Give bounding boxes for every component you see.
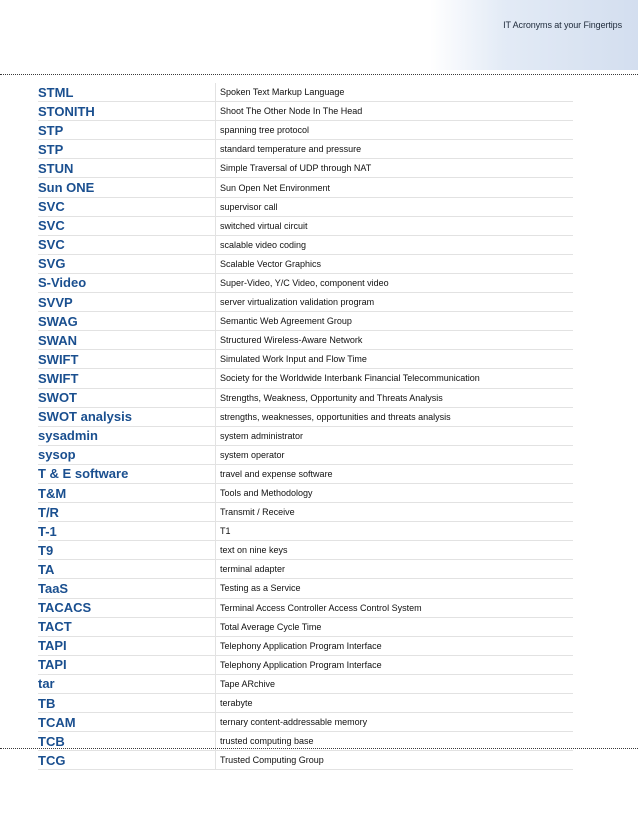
acronym-definition: server virtualization validation program bbox=[215, 293, 573, 311]
table-row bbox=[38, 522, 573, 541]
acronym-definition: text on nine keys bbox=[215, 541, 573, 559]
acronym-term: SVVP bbox=[38, 294, 73, 310]
bottom-dotted-rule bbox=[0, 748, 638, 749]
acronym-term: STP bbox=[38, 141, 64, 157]
table-row bbox=[38, 656, 573, 675]
acronym-term: STONITH bbox=[38, 103, 95, 119]
acronym-term: TAPI bbox=[38, 657, 67, 673]
acronym-term: TCG bbox=[38, 752, 66, 768]
page-header bbox=[430, 0, 638, 70]
acronym-definition: Society for the Worldwide Interbank Financial Telecommunication bbox=[215, 369, 573, 387]
table-row bbox=[38, 178, 573, 197]
acronym-term: SVC bbox=[38, 237, 65, 253]
acronym-definition: Sun Open Net Environment bbox=[215, 178, 573, 196]
acronym-definition: Semantic Web Agreement Group bbox=[215, 312, 573, 330]
acronym-definition: Total Average Cycle Time bbox=[215, 618, 573, 636]
table-row bbox=[38, 102, 573, 121]
table-row bbox=[38, 331, 573, 350]
table-row bbox=[38, 159, 573, 178]
acronym-term: TA bbox=[38, 561, 55, 577]
table-row bbox=[38, 255, 573, 274]
table-row bbox=[38, 675, 573, 694]
acronym-definition: travel and expense software bbox=[215, 465, 573, 483]
table-row bbox=[38, 599, 573, 618]
acronym-definition: Transmit / Receive bbox=[215, 503, 573, 521]
table-row bbox=[38, 389, 573, 408]
acronym-term: TACACS bbox=[38, 600, 92, 616]
table-row bbox=[38, 293, 573, 312]
acronym-term: STP bbox=[38, 122, 64, 138]
acronym-term: T-1 bbox=[38, 523, 57, 539]
acronym-term: tar bbox=[38, 676, 55, 692]
acronym-term: SWIFT bbox=[38, 370, 79, 386]
acronym-definition: terminal adapter bbox=[215, 560, 573, 578]
table-row bbox=[38, 579, 573, 598]
top-dotted-rule bbox=[0, 74, 638, 75]
acronym-definition: Terminal Access Controller Access Control System bbox=[215, 599, 573, 617]
acronym-term: SWOT analysis bbox=[38, 409, 132, 425]
acronym-definition: strengths, weaknesses, opportunities and threats analysis bbox=[215, 408, 573, 426]
table-row bbox=[38, 446, 573, 465]
acronym-term: TCB bbox=[38, 733, 65, 749]
table-row bbox=[38, 427, 573, 446]
acronym-definition: standard temperature and pressure bbox=[215, 140, 573, 158]
acronym-term: sysadmin bbox=[38, 428, 98, 444]
acronym-table bbox=[38, 83, 573, 770]
table-row bbox=[38, 121, 573, 140]
acronym-term: SWIFT bbox=[38, 351, 79, 367]
acronym-definition: spanning tree protocol bbox=[215, 121, 573, 139]
table-row bbox=[38, 217, 573, 236]
table-row bbox=[38, 637, 573, 656]
acronym-term: sysop bbox=[38, 447, 76, 463]
acronym-definition: Testing as a Service bbox=[215, 579, 573, 597]
acronym-definition: Simulated Work Input and Flow Time bbox=[215, 350, 573, 368]
acronym-term: T/R bbox=[38, 504, 59, 520]
acronym-definition: Structured Wireless-Aware Network bbox=[215, 331, 573, 349]
acronym-definition: switched virtual circuit bbox=[215, 217, 573, 235]
acronym-definition: Telephony Application Program Interface bbox=[215, 637, 573, 655]
table-row bbox=[38, 541, 573, 560]
acronym-term: SWAG bbox=[38, 313, 78, 329]
acronym-definition: scalable video coding bbox=[215, 236, 573, 254]
table-row bbox=[38, 503, 573, 522]
acronym-definition: Super-Video, Y/C Video, component video bbox=[215, 274, 573, 292]
acronym-definition: T1 bbox=[215, 522, 573, 540]
table-row bbox=[38, 694, 573, 713]
acronym-term: TCAM bbox=[38, 714, 76, 730]
acronym-term: T & E software bbox=[38, 466, 129, 482]
acronym-term: T&M bbox=[38, 485, 67, 501]
acronym-term: TaaS bbox=[38, 580, 69, 596]
table-row bbox=[38, 274, 573, 293]
acronym-term: SWOT bbox=[38, 390, 77, 406]
acronym-definition: Scalable Vector Graphics bbox=[215, 255, 573, 273]
acronym-term: TB bbox=[38, 695, 56, 711]
acronym-definition: supervisor call bbox=[215, 198, 573, 216]
acronym-term: SVC bbox=[38, 199, 65, 215]
table-row bbox=[38, 369, 573, 388]
acronym-definition: ternary content-addressable memory bbox=[215, 713, 573, 731]
table-row bbox=[38, 618, 573, 637]
table-row bbox=[38, 236, 573, 255]
acronym-term: STML bbox=[38, 84, 74, 100]
acronym-definition: Tools and Methodology bbox=[215, 484, 573, 502]
acronym-definition: Shoot The Other Node In The Head bbox=[215, 102, 573, 120]
table-row bbox=[38, 465, 573, 484]
acronym-term: TACT bbox=[38, 619, 72, 635]
acronym-definition: Telephony Application Program Interface bbox=[215, 656, 573, 674]
acronym-definition: Simple Traversal of UDP through NAT bbox=[215, 159, 573, 177]
table-row bbox=[38, 312, 573, 331]
acronym-term: SVC bbox=[38, 218, 65, 234]
acronym-term: STUN bbox=[38, 160, 74, 176]
table-row bbox=[38, 198, 573, 217]
table-row bbox=[38, 350, 573, 369]
acronym-term: SVG bbox=[38, 256, 66, 272]
table-row bbox=[38, 83, 573, 102]
table-row bbox=[38, 140, 573, 159]
acronym-definition: Spoken Text Markup Language bbox=[215, 83, 573, 101]
table-row bbox=[38, 408, 573, 427]
acronym-term: SWAN bbox=[38, 332, 77, 348]
table-row bbox=[38, 560, 573, 579]
header-title: IT Acronyms at your Fingertips bbox=[503, 20, 622, 30]
acronym-definition: terabyte bbox=[215, 694, 573, 712]
acronym-term: TAPI bbox=[38, 638, 67, 654]
acronym-definition: Strengths, Weakness, Opportunity and Threats Analysis bbox=[215, 389, 573, 407]
table-row bbox=[38, 751, 573, 770]
acronym-definition: trusted computing base bbox=[215, 732, 573, 750]
table-row bbox=[38, 713, 573, 732]
acronym-term: T9 bbox=[38, 542, 54, 558]
acronym-term: S-Video bbox=[38, 275, 87, 291]
acronym-definition: Tape ARchive bbox=[215, 675, 573, 693]
acronym-definition: system administrator bbox=[215, 427, 573, 445]
acronym-term: Sun ONE bbox=[38, 180, 95, 196]
acronym-definition: Trusted Computing Group bbox=[215, 751, 573, 769]
acronym-definition: system operator bbox=[215, 446, 573, 464]
table-row bbox=[38, 484, 573, 503]
